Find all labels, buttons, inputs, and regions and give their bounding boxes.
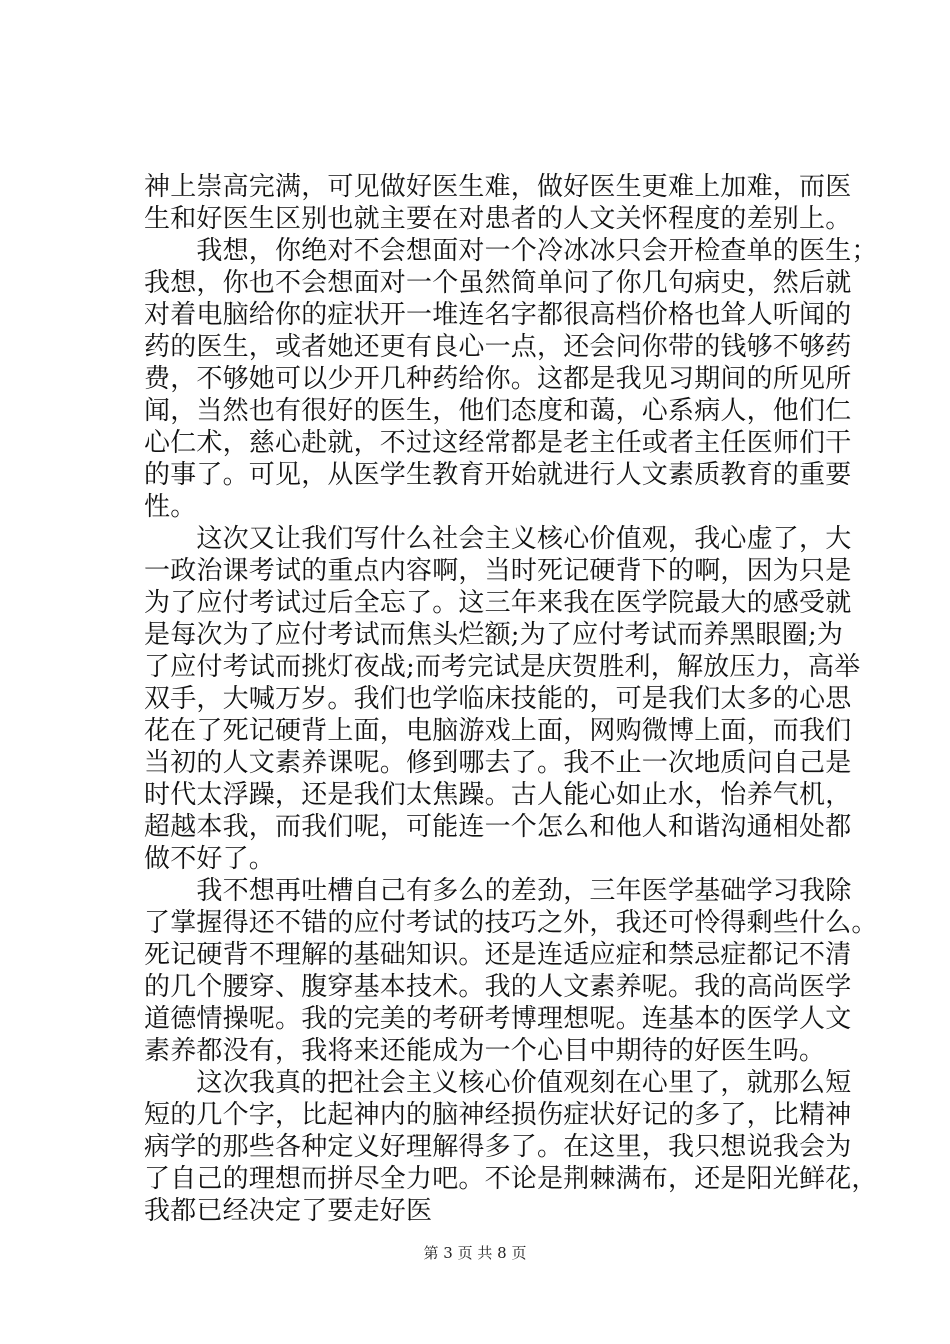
text-line: 做不好了。 (144, 844, 276, 874)
text-line: 这次又让我们写什么社会主义核心价值观，我心虚了，大 (144, 524, 852, 554)
text-line: 的事了。可见，从医学生教育开始就进行人文素质教育的重要 (144, 460, 852, 490)
text-line: 这次我真的把社会主义核心价值观刻在心里了，就那么短 (144, 1068, 852, 1098)
text-line: 费，不够她可以少开几种药给你。这都是我见习期间的所见所 (144, 364, 852, 394)
text-line: 神上崇高完满，可见做好医生难，做好医生更难上加难，而医 (144, 172, 852, 202)
document-body (144, 171, 878, 1227)
text-line: 了掌握得还不错的应付考试的技巧之外，我还可怜得剩些什么。 (144, 908, 878, 938)
text-line: 道德情操呢。我的完美的考研考博理想呢。连基本的医学人文 (144, 1004, 852, 1034)
text-line: 是每次为了应付考试而焦头烂额;为了应付考试而养黑眼圈;为 (144, 620, 844, 650)
page-number-footer: 第 3 页 共 8 页 (423, 1244, 527, 1262)
text-line: 性。 (144, 492, 197, 522)
text-line: 病学的那些各种定义好理解得多了。在这里，我只想说我会为 (144, 1132, 852, 1162)
text-line: 生和好医生区别也就主要在对患者的人文关怀程度的差别上。 (144, 204, 852, 234)
text-line: 时代太浮躁，还是我们太焦躁。古人能心如止水，怡养气机， (144, 780, 852, 810)
text-line: 短的几个字，比起神内的脑神经损伤症状好记的多了，比精神 (144, 1100, 852, 1130)
text-line: 对着电脑给你的症状开一堆连名字都很高档价格也耸人听闻的 (144, 300, 852, 330)
text-line: 我都已经决定了要走好医 (144, 1196, 433, 1226)
text-line: 闻，当然也有很好的医生，他们态度和蔼，心系病人，他们仁 (144, 396, 852, 426)
text-line: 我不想再吐槽自己有多么的差劲，三年医学基础学习我除 (144, 876, 852, 906)
text-line: 双手，大喊万岁。我们也学临床技能的，可是我们太多的心思 (144, 684, 852, 714)
text-line: 心仁术，慈心赴就，不过这经常都是老主任或者主任医师们干 (144, 428, 852, 458)
text-line: 了应付考试而挑灯夜战;而考完试是庆贺胜利，解放压力，高举 (144, 652, 861, 682)
text-line: 我想，你也不会想面对一个虽然简单问了你几句病史，然后就 (144, 268, 852, 298)
text-line: 超越本我，而我们呢，可能连一个怎么和他人和谐沟通相处都 (144, 812, 852, 842)
text-line: 死记硬背不理解的基础知识。还是连适应症和禁忌症都记不清 (144, 940, 852, 970)
text-line: 花在了死记硬背上面，电脑游戏上面，网购微博上面，而我们 (144, 716, 852, 746)
text-line: 当初的人文素养课呢。修到哪去了。我不止一次地质问自己是 (144, 748, 852, 778)
text-line: 药的医生，或者她还更有良心一点，还会问你带的钱够不够药 (144, 332, 852, 362)
text-line: 了自己的理想而拼尽全力吧。不论是荆棘满布，还是阳光鲜花， (144, 1164, 878, 1194)
text-line: 我想，你绝对不会想面对一个冷冰冰只会开检查单的医生； (144, 236, 878, 266)
text-line: 为了应付考试过后全忘了。这三年来我在医学院最大的感受就 (144, 588, 852, 618)
text-line: 素养都没有，我将来还能成为一个心目中期待的好医生吗。 (144, 1036, 826, 1066)
text-line: 的几个腰穿、腹穿基本技术。我的人文素养呢。我的高尚医学 (144, 972, 852, 1002)
text-line: 一政治课考试的重点内容啊，当时死记硬背下的啊，因为只是 (144, 556, 852, 586)
